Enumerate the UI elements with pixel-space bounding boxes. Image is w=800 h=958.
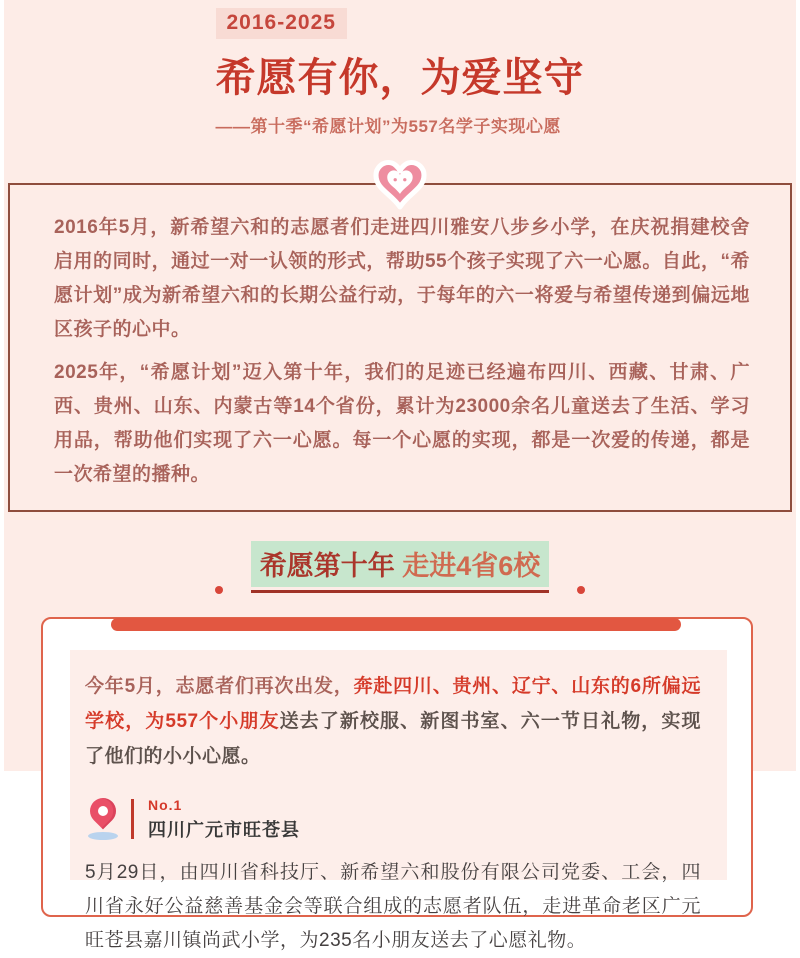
story-lead-paragraph: [85, 669, 701, 774]
section-underline: [251, 590, 550, 593]
entry-body-paragraph: 5月29日，由四川省科技厅、新希望六和股份有限公司党委、工会，四川省永好公益慈善基金会等联合组成的志愿者队伍，走进革命老区广元旺苍县嘉川镇尚武小学，为235名小朋友送去了心愿礼物。: [85, 862, 701, 951]
intro-box: [8, 183, 792, 512]
pin-shape: [85, 793, 122, 830]
entry-location: 四川广元市旺苍县: [148, 819, 300, 840]
location-pin-icon: [85, 796, 125, 842]
entry-title-block: [148, 797, 300, 842]
card-top-accent-bar: [111, 618, 681, 631]
page-subtitle: ——第十季“希愿计划”为557名学子实现心愿: [215, 117, 561, 136]
pin-shadow: [88, 832, 118, 840]
lead-text-bold: 奔赴四川、贵州、辽宁、山东的6所偏远学校，为557个小朋友: [85, 676, 701, 732]
lead-text-post: 送去了新校服、新图书室、六一节日礼物，实现了他们的小小心愿。: [85, 711, 701, 767]
section-header: [251, 541, 550, 593]
intro-paragraph-1: 2016年5月，新希望六和的志愿者们走进四川雅安八步乡小学，在庆祝捐建校舍启用的同时，通过一对一认领的形式，帮助55个孩子实现了六一心愿。自此，“希愿计划”成为新希望六和的长期公益行动，于每年的六一将爱与希望传递到偏远地区孩子的心中。: [54, 217, 750, 340]
section-title-highlight-box: [251, 541, 550, 587]
entry-number: No.1: [148, 796, 183, 813]
heart-icon: [374, 161, 426, 214]
page-title: 希愿有你，为爱坚守: [215, 56, 585, 100]
section-title-main: 希愿第十年: [259, 551, 395, 581]
entry-divider: [131, 799, 134, 839]
lead-text-pre: 今年5月，志愿者们再次出发，: [85, 676, 354, 697]
intro-paragraph-2: 2025年，“希愿计划”迈入第十年，我们的足迹已经遍布四川、西藏、甘肃、广西、贵州、山东、内蒙古等14个省份，累计为23000余名儿童送去了生活、学习用品，帮助他们实现了六一心愿。每一个心愿的实现，都是一次爱的传递，都是一次希望的播种。: [54, 362, 750, 485]
story-panel: [70, 650, 727, 951]
year-range-badge: 2016-2025: [216, 8, 347, 39]
section-title-rest: 走进4省6校: [394, 551, 541, 581]
story-card: [41, 617, 753, 951]
article-page: [4, 0, 796, 951]
decorative-dot-left: [215, 586, 223, 594]
article-header: [216, 0, 585, 137]
decorative-dot-right: [577, 586, 585, 594]
entry-header: [85, 796, 701, 842]
